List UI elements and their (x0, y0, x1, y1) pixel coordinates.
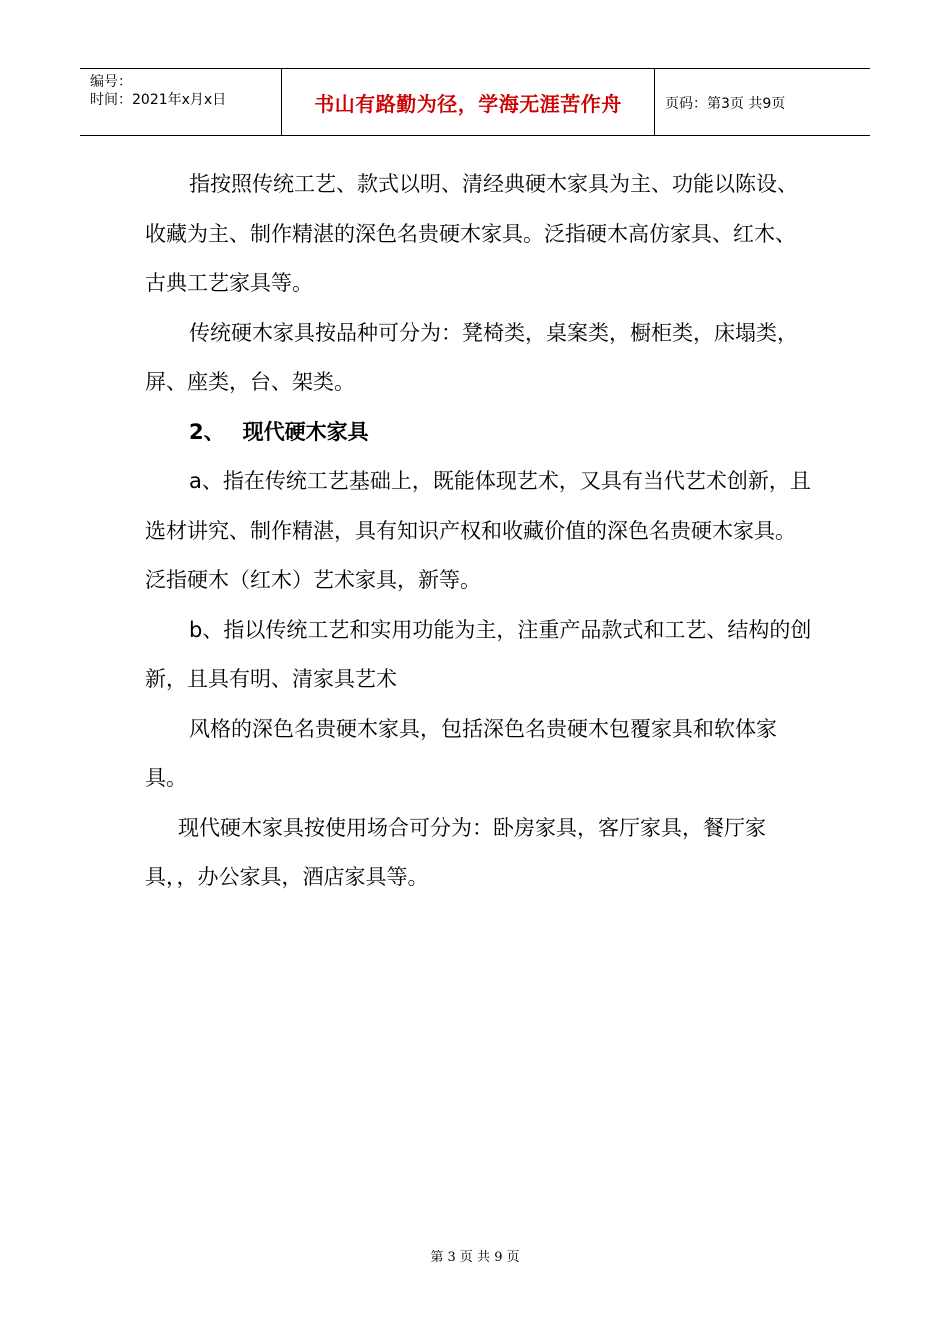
paragraph-traditional-definition: 指按照传统工艺、款式以明、清经典硬木家具为主、功能以陈设、收藏为主、制作精湛的深色名贵硬木家具。泛指硬木高仿家具、红木、古典工艺家具等。 (145, 172, 798, 295)
header-page-info: 页码：第3页 共9页 (665, 96, 786, 112)
header-page-cell (655, 69, 870, 135)
document-number-label: 编号： (90, 74, 132, 90)
paragraph-traditional-categories: 传统硬木家具按品种可分为：凳椅类，桌案类，橱柜类，床塌类，屏、座类，台、架类。 (145, 320, 798, 394)
paragraph-modern-b: b、指以传统工艺和实用功能为主，注重产品款式和工艺、结构的创新，且具有明、清家具艺术 (145, 617, 812, 691)
document-time-label: 时间：2021年x月x日 (90, 92, 227, 108)
header-motto-cell (282, 69, 655, 135)
page-footer: 第 3 页 共 9 页 (430, 1250, 520, 1265)
header-meta-cell (80, 69, 282, 135)
document-body (145, 160, 815, 903)
document-header (80, 68, 870, 136)
paragraph-modern-a: a、指在传统工艺基础上，既能体现艺术，又具有当代艺术创新，且选材讲究、制作精湛，具有知识产权和收藏价值的深色名贵硬木家具。泛指硬木（红木）艺术家具，新等。 (145, 469, 811, 592)
paragraph-modern-style: 风格的深色名贵硬木家具，包括深色名贵硬木包覆家具和软体家具。 (145, 716, 777, 790)
paragraph-modern-categories: 现代硬木家具按使用场合可分为：卧房家具，客厅家具，餐厅家具，，办公家具，酒店家具等。 (145, 815, 766, 889)
section-title: 现代硬木家具 (242, 419, 369, 444)
section-heading (145, 408, 815, 458)
motto-text: 书山有路勤为径，学海无涯苦作舟 (314, 91, 622, 116)
section-number: 2、 (189, 419, 225, 444)
